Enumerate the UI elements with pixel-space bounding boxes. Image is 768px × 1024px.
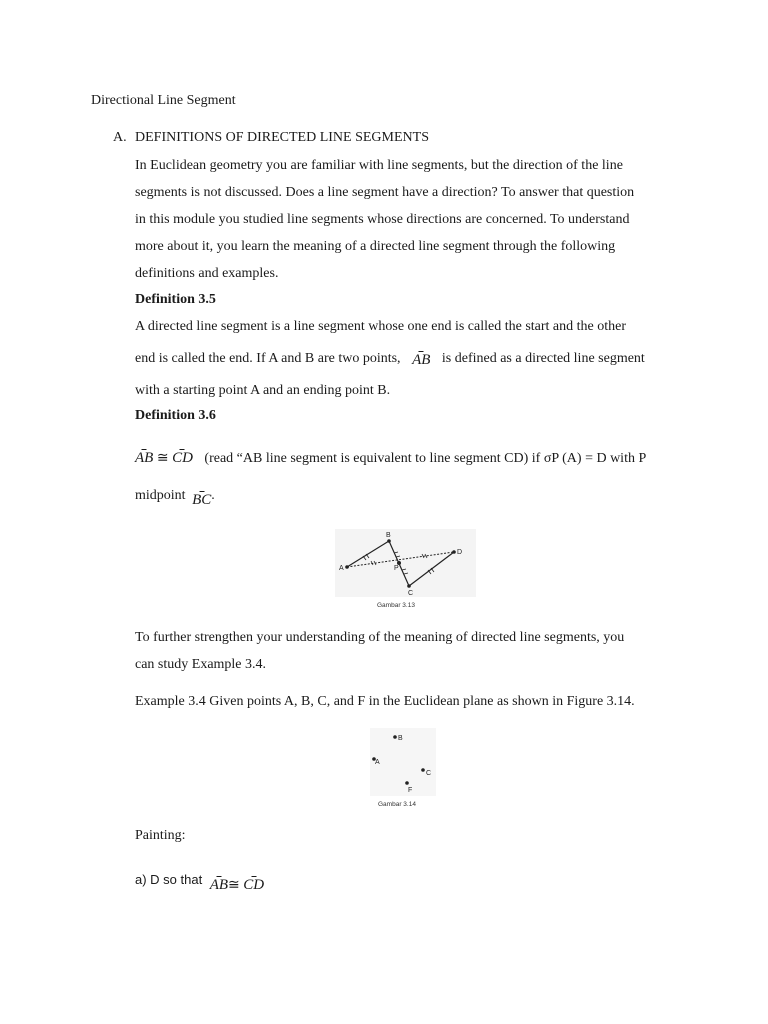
- definition-3-5-line: A directed line segment is a line segment whose one end is called the start and the other: [135, 319, 627, 334]
- definition-3-5-line: with a starting point A and an ending point B.: [135, 383, 391, 398]
- vector-bc: BC: [192, 492, 212, 508]
- definition-3-5-line: [135, 350, 645, 367]
- point-b: [393, 735, 397, 739]
- vector-ab: AB: [135, 450, 154, 466]
- point-a: [345, 565, 349, 569]
- vector-cd: CD: [243, 877, 265, 893]
- strengthen-paragraph: [135, 624, 678, 678]
- point-c: [407, 584, 411, 588]
- intro-line: segments is not discussed. Does a line segment have a direction? To answer that question: [135, 185, 635, 200]
- midpoint-label: midpoint: [135, 488, 186, 503]
- label-c: C: [408, 590, 414, 597]
- definition-text: end is called the end. If A and B are two points,: [135, 351, 401, 366]
- point-d: [452, 550, 456, 554]
- vector-ab: AB: [209, 877, 229, 893]
- definition-3-6-line: [135, 487, 215, 508]
- label-p: P: [394, 565, 399, 572]
- section-label: A.: [113, 130, 127, 145]
- intro-line: definitions and examples.: [135, 266, 279, 281]
- point-f: [405, 781, 409, 785]
- intro-line: more about it, you learn the meaning of a directed line segment through the following: [135, 239, 616, 254]
- vector-ab: AB: [412, 352, 431, 368]
- item-a: [135, 872, 265, 893]
- painting-label: Painting:: [135, 828, 186, 843]
- label-d: D: [457, 549, 463, 556]
- figure-caption: Gambar 3.14: [378, 801, 416, 808]
- definition-3-6-line: [135, 450, 646, 467]
- label-c: C: [426, 770, 432, 777]
- intro-line: in this module you studied line segments whose directions are concerned. To understand: [135, 212, 630, 227]
- point-b: [387, 539, 391, 543]
- label-f: F: [408, 787, 413, 794]
- document-title: Directional Line Segment: [91, 93, 236, 108]
- label-a: A: [339, 565, 344, 572]
- example-3-4-text: Example 3.4 Given points A, B, C, and F in the Euclidean plane as shown in Figure 3.14.: [135, 694, 635, 709]
- item-a-text: a) D so that: [135, 872, 203, 887]
- geometry-figure: [325, 526, 480, 612]
- vector-cd: CD: [172, 450, 193, 466]
- congruent-symbol: ≅: [156, 451, 169, 466]
- point-c: [421, 768, 425, 772]
- period: .: [211, 488, 215, 503]
- definition-text: is defined as a directed line segment: [441, 351, 645, 366]
- definition-3-6-title: Definition 3.6: [135, 408, 216, 423]
- label-b: B: [398, 735, 403, 742]
- congruent-symbol: ≅: [228, 878, 240, 893]
- figure-caption: Gambar 3.13: [377, 602, 415, 609]
- label-b: B: [386, 532, 391, 539]
- intro-line: In Euclidean geometry you are familiar with line segments, but the direction of the line: [135, 158, 623, 173]
- points-figure: [370, 728, 440, 810]
- label-a: A: [375, 759, 380, 766]
- section-heading: DEFINITIONS OF DIRECTED LINE SEGMENTS: [135, 130, 429, 145]
- figure-3-14: [370, 728, 440, 810]
- figure-3-13: [325, 526, 480, 612]
- paragraph-line: can study Example 3.4.: [135, 657, 267, 672]
- definition-3-5-title: Definition 3.5: [135, 292, 216, 307]
- paragraph-line: To further strengthen your understanding of the meaning of directed line segments, you: [135, 630, 625, 645]
- definition-text: (read “AB line segment is equivalent to line segment CD) if σP (A) = D with P: [204, 451, 647, 466]
- intro-paragraph: [135, 152, 678, 287]
